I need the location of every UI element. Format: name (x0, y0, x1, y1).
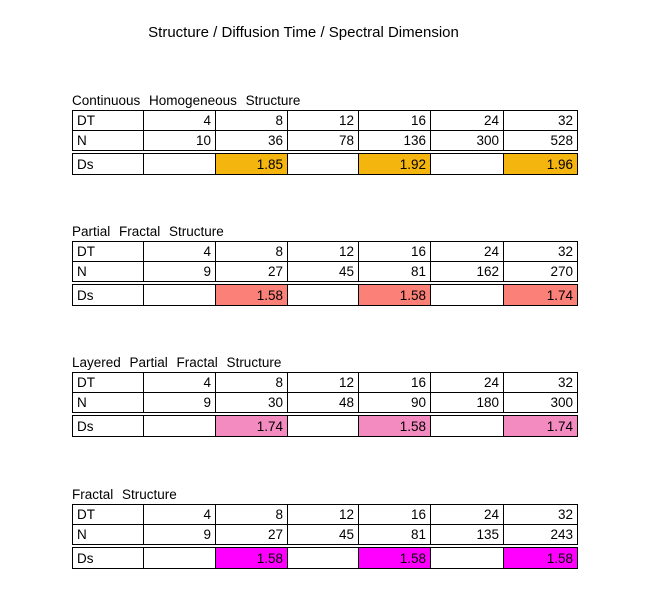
n-row (73, 131, 578, 151)
ds-value-cell: 1.74 (504, 416, 578, 437)
n-cell: 27 (216, 262, 288, 282)
table-block-partial-fractal (72, 224, 578, 306)
n-cell: 27 (216, 525, 288, 545)
ds-empty-cell (288, 285, 359, 306)
n-cell: 48 (288, 393, 359, 413)
dt-cell: 24 (431, 505, 504, 525)
dt-row (73, 242, 578, 262)
ds-table-fractal (72, 547, 578, 569)
ds-value-cell: 1.58 (359, 285, 431, 306)
ds-row-label: Ds (73, 285, 144, 306)
n-cell: 270 (504, 262, 578, 282)
ds-row (73, 548, 578, 569)
ds-empty-cell (431, 416, 504, 437)
n-cell: 36 (216, 131, 288, 151)
dt-cell: 12 (288, 373, 359, 393)
dt-cell: 24 (431, 373, 504, 393)
n-cell: 243 (504, 525, 578, 545)
dt-row (73, 373, 578, 393)
dt-cell: 12 (288, 242, 359, 262)
ds-empty-cell (288, 416, 359, 437)
dt-row-label: DT (73, 111, 144, 131)
n-cell: 135 (431, 525, 504, 545)
ds-value-cell: 1.58 (216, 285, 288, 306)
n-row (73, 393, 578, 413)
table-block-layered-partial-fractal (72, 355, 578, 437)
n-cell: 300 (504, 393, 578, 413)
ds-row (73, 416, 578, 437)
dt-n-table-partial-fractal (72, 241, 578, 282)
dt-n-table-continuous-homogeneous (72, 110, 578, 151)
dt-cell: 8 (216, 373, 288, 393)
ds-value-cell: 1.74 (504, 285, 578, 306)
ds-empty-cell (431, 154, 504, 175)
table-block-fractal (72, 487, 578, 569)
dt-cell: 16 (359, 505, 431, 525)
dt-n-table-layered-partial-fractal (72, 372, 578, 413)
n-cell: 81 (359, 262, 431, 282)
table-heading-partial-fractal: Partial Fractal Structure (72, 224, 224, 239)
n-row-label: N (73, 393, 144, 413)
page-title: Structure / Diffusion Time / Spectral Dimension (148, 24, 459, 41)
ds-value-cell: 1.85 (216, 154, 288, 175)
dt-cell: 4 (144, 111, 216, 131)
ds-value-cell: 1.58 (359, 416, 431, 437)
n-cell: 136 (359, 131, 431, 151)
dt-cell: 32 (504, 242, 578, 262)
ds-table-partial-fractal (72, 284, 578, 306)
ds-value-cell: 1.74 (216, 416, 288, 437)
ds-empty-cell (288, 154, 359, 175)
ds-row (73, 154, 578, 175)
dt-cell: 24 (431, 111, 504, 131)
n-cell: 45 (288, 525, 359, 545)
dt-row-label: DT (73, 505, 144, 525)
ds-value-cell: 1.58 (504, 548, 578, 569)
dt-cell: 32 (504, 505, 578, 525)
n-cell: 162 (431, 262, 504, 282)
dt-cell: 12 (288, 111, 359, 131)
dt-cell: 4 (144, 242, 216, 262)
ds-table-layered-partial-fractal (72, 415, 578, 437)
ds-empty-cell (431, 285, 504, 306)
dt-cell: 8 (216, 242, 288, 262)
dt-cell: 4 (144, 373, 216, 393)
ds-value-cell: 1.96 (504, 154, 578, 175)
table-heading-fractal: Fractal Structure (72, 487, 177, 502)
dt-cell: 16 (359, 111, 431, 131)
dt-row (73, 505, 578, 525)
dt-cell: 32 (504, 373, 578, 393)
dt-cell: 12 (288, 505, 359, 525)
ds-row-label: Ds (73, 548, 144, 569)
n-row (73, 525, 578, 545)
table-block-continuous-homogeneous (72, 93, 578, 175)
ds-row (73, 285, 578, 306)
n-cell: 81 (359, 525, 431, 545)
dt-cell: 16 (359, 373, 431, 393)
n-cell: 10 (144, 131, 216, 151)
n-row-label: N (73, 262, 144, 282)
n-cell: 300 (431, 131, 504, 151)
n-cell: 45 (288, 262, 359, 282)
ds-row-label: Ds (73, 154, 144, 175)
n-cell: 9 (144, 393, 216, 413)
ds-table-continuous-homogeneous (72, 153, 578, 175)
dt-cell: 8 (216, 505, 288, 525)
ds-empty-cell (288, 548, 359, 569)
dt-cell: 4 (144, 505, 216, 525)
table-heading-continuous-homogeneous: Continuous Homogeneous Structure (72, 93, 301, 108)
dt-row-label: DT (73, 242, 144, 262)
n-cell: 180 (431, 393, 504, 413)
ds-empty-cell (144, 548, 216, 569)
n-row-label: N (73, 525, 144, 545)
ds-row-label: Ds (73, 416, 144, 437)
dt-cell: 8 (216, 111, 288, 131)
dt-row (73, 111, 578, 131)
n-row (73, 262, 578, 282)
dt-row-label: DT (73, 373, 144, 393)
ds-empty-cell (144, 154, 216, 175)
ds-empty-cell (144, 416, 216, 437)
dt-n-table-fractal (72, 504, 578, 545)
table-heading-layered-partial-fractal: Layered Partial Fractal Structure (72, 355, 282, 370)
n-cell: 78 (288, 131, 359, 151)
dt-cell: 24 (431, 242, 504, 262)
n-cell: 9 (144, 525, 216, 545)
n-cell: 528 (504, 131, 578, 151)
n-cell: 30 (216, 393, 288, 413)
ds-empty-cell (431, 548, 504, 569)
ds-empty-cell (144, 285, 216, 306)
n-row-label: N (73, 131, 144, 151)
n-cell: 9 (144, 262, 216, 282)
ds-value-cell: 1.58 (216, 548, 288, 569)
dt-cell: 16 (359, 242, 431, 262)
ds-value-cell: 1.58 (359, 548, 431, 569)
dt-cell: 32 (504, 111, 578, 131)
n-cell: 90 (359, 393, 431, 413)
ds-value-cell: 1.92 (359, 154, 431, 175)
